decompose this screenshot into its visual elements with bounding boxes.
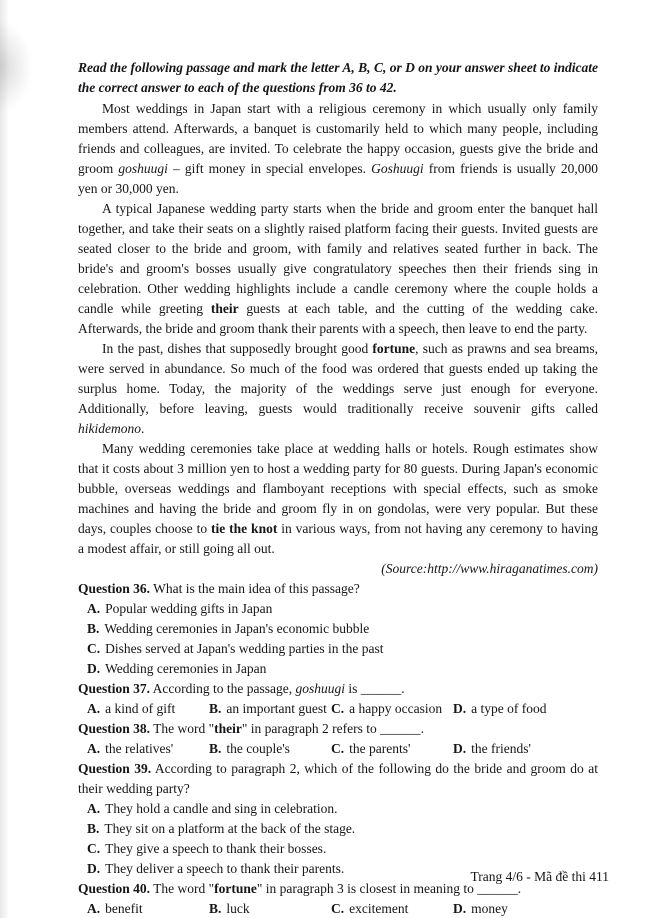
- question-38-option-c: [331, 739, 453, 759]
- option-label: A.: [87, 601, 101, 616]
- question-36-option-a: [87, 599, 598, 619]
- question-37-stem: Question 37. According to the passage, goshuugi is ______.: [78, 681, 405, 696]
- option-text: the relatives': [105, 741, 174, 756]
- option-label: D.: [87, 861, 101, 876]
- question-36: [78, 579, 598, 679]
- option-text: Wedding ceremonies in Japan: [105, 661, 267, 676]
- option-text: luck: [226, 901, 250, 916]
- option-text: the couple's: [226, 741, 290, 756]
- question-39-option-b: [87, 819, 598, 839]
- scan-edge-artifact: [0, 0, 9, 918]
- question-36-option-b: [87, 619, 598, 639]
- option-label: C.: [87, 841, 101, 856]
- question-40-option-b: [209, 899, 331, 918]
- question-38-option-b: [209, 739, 331, 759]
- option-label: D.: [453, 741, 467, 756]
- option-label: B.: [87, 621, 100, 636]
- question-37-option-c: [331, 699, 453, 719]
- question-36-stem: Question 36. What is the main idea of this passage?: [78, 581, 360, 596]
- option-text: money: [471, 901, 508, 916]
- question-37-option-b: [209, 699, 331, 719]
- option-label: B.: [209, 741, 222, 756]
- question-37: [78, 679, 598, 719]
- question-40-stem: Question 40. The word "fortune" in paragraph 3 is closest in meaning to ______.: [78, 881, 522, 896]
- question-39: [78, 759, 598, 879]
- option-text: excitement: [349, 901, 409, 916]
- passage-paragraph-2: A typical Japanese wedding party starts when the bride and groom enter the banquet hall together, and take their seats on a slightly raised platform facing their guests. Invited guests are seated closer to the bride and groom, with family and relatives seated further in back. The bride's and groom's bosses usually give congratulatory speeches then their friends sing in celebration. Other wedding highlights include a candle ceremony where the couple holds a candle while greeting their guests at each table, and the cutting of the wedding cake. Afterwards, the bride and groom thank their parents with a speech, then leave to end the party.: [78, 201, 598, 336]
- question-36-option-c: [87, 639, 598, 659]
- option-text: Popular wedding gifts in Japan: [105, 601, 273, 616]
- question-36-options: [78, 599, 598, 679]
- section-instruction: Read the following passage and mark the letter A, B, C, or D on your answer sheet to indicate the correct answer to each of the questions from 36 to 42.: [78, 60, 598, 95]
- option-label: D.: [453, 901, 467, 916]
- option-text: a kind of gift: [105, 701, 176, 716]
- question-36-option-d: [87, 659, 598, 679]
- question-38-stem: Question 38. The word "their" in paragraph 2 refers to ______.: [78, 721, 424, 736]
- option-text: the parents': [349, 741, 411, 756]
- question-39-stem: Question 39. According to paragraph 2, which of the following do the bride and groom do at their wedding party?: [78, 761, 598, 796]
- option-text: They give a speech to thank their bosses.: [105, 841, 327, 856]
- option-label: C.: [331, 701, 345, 716]
- option-label: B.: [87, 821, 100, 836]
- question-38-option-a: [87, 739, 209, 759]
- page-content: [78, 58, 598, 918]
- option-text: They sit on a platform at the back of the stage.: [104, 821, 356, 836]
- option-label: C.: [331, 901, 345, 916]
- passage-paragraph-3: In the past, dishes that supposedly brought good fortune, such as prawns and sea breams, were served in abundance. So much of the food was ordered that guests ended up taking the surplus home. Today, the majority of the weddings serve just enough for everyone. Additionally, before leaving, guests would traditionally receive souvenir gifts called hikidemono.: [78, 341, 598, 436]
- option-label: C.: [87, 641, 101, 656]
- scan-smudge-artifact: [0, 22, 32, 112]
- option-label: B.: [209, 701, 222, 716]
- page-footer: Trang 4/6 - Mã đề thi 411: [470, 869, 609, 884]
- question-40-option-c: [331, 899, 453, 918]
- passage-source: (Source:http://www.hiraganatimes.com): [381, 561, 598, 576]
- question-39-option-a: [87, 799, 598, 819]
- question-38-options: [78, 739, 598, 759]
- option-text: the friends': [471, 741, 531, 756]
- option-text: benefit: [105, 901, 143, 916]
- passage-paragraph-1: Most weddings in Japan start with a religious ceremony in which usually only family members attend. Afterwards, a banquet is customarily held to which many people, including friends and colleagues, are invited. To celebrate the happy occasion, guests give the bride and groom goshuugi – gift money in special envelopes. Goshuugi from friends is usually 20,000 yen or 30,000 yen.: [78, 101, 599, 196]
- question-37-option-d: [453, 699, 598, 719]
- question-40-option-a: [87, 899, 209, 918]
- option-label: A.: [87, 801, 101, 816]
- option-text: Dishes served at Japan's wedding parties in the past: [105, 641, 384, 656]
- question-38: [78, 719, 598, 759]
- question-37-option-a: [87, 699, 209, 719]
- option-label: B.: [209, 901, 222, 916]
- option-text: a type of food: [471, 701, 547, 716]
- option-label: A.: [87, 701, 101, 716]
- option-text: They deliver a speech to thank their parents.: [105, 861, 345, 876]
- option-text: Wedding ceremonies in Japan's economic bubble: [104, 621, 370, 636]
- option-text: They hold a candle and sing in celebration.: [105, 801, 338, 816]
- option-label: A.: [87, 741, 101, 756]
- option-label: D.: [87, 661, 101, 676]
- option-label: C.: [331, 741, 345, 756]
- option-label: D.: [453, 701, 467, 716]
- question-40-options: [78, 899, 598, 918]
- passage-paragraph-4: Many wedding ceremonies take place at wedding halls or hotels. Rough estimates show that it costs about 3 million yen to host a wedding party for 80 guests. During Japan's economic bubble, overseas weddings and flamboyant receptions with special effects, such as smoke machines and having the bride and groom fly in on gondolas, were very popular. But these days, couples choose to tie the knot in various ways, from not having any ceremony to having a modest affair, or still going all out.: [78, 441, 598, 556]
- option-label: A.: [87, 901, 101, 916]
- question-38-option-d: [453, 739, 598, 759]
- question-39-option-c: [87, 839, 598, 859]
- question-37-options: [78, 699, 598, 719]
- option-text: an important guest: [226, 701, 327, 716]
- question-40-option-d: [453, 899, 598, 918]
- option-text: a happy occasion: [349, 701, 443, 716]
